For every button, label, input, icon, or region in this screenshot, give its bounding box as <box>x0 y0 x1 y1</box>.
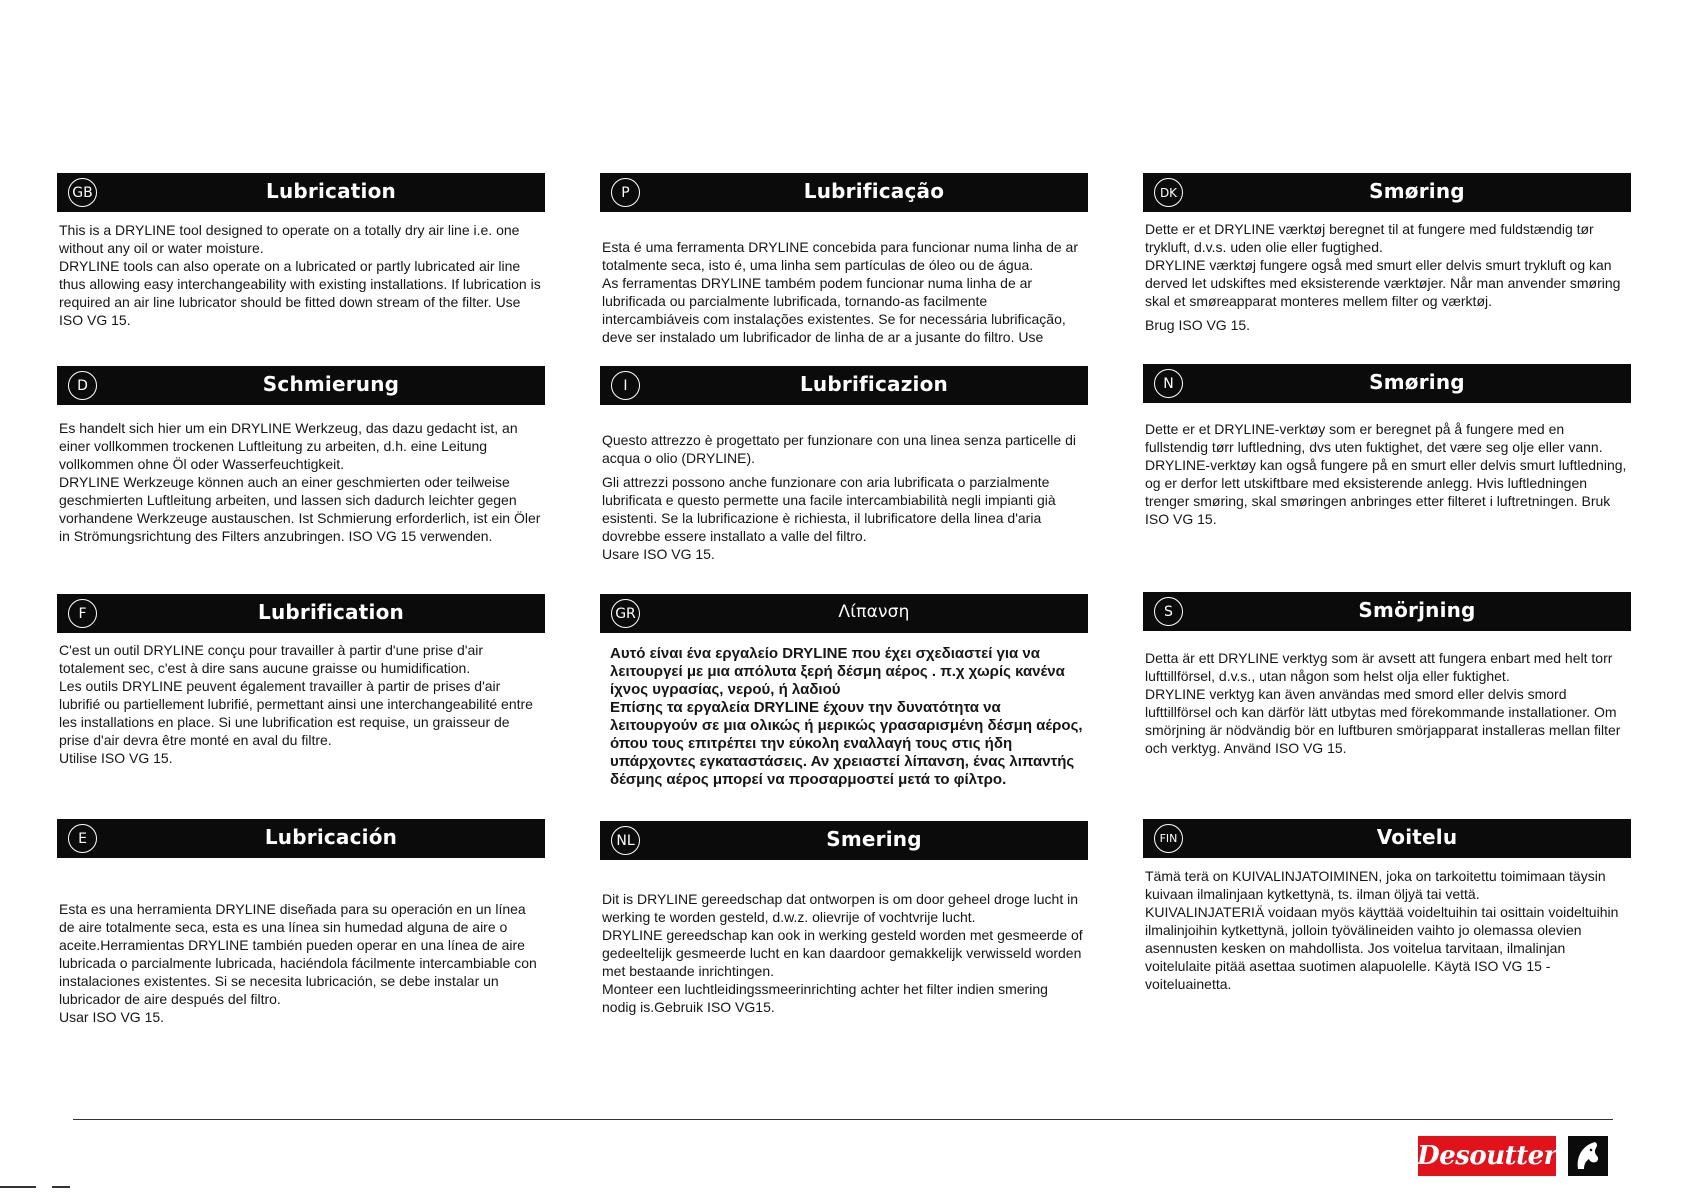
paragraph: As ferramentas DRYLINE também podem funcionar numa linha de ar lubrificada ou parcialmente lubrificada, tornando-as facilmente intercambiáveis com instalações existentes. Se for necessária lubrificação, deve ser instalado um lubrificador de linha de ar a jusante do filtro. Use <box>602 275 1066 345</box>
section-title: Smering <box>826 827 922 851</box>
section-title: Lubrificação <box>803 179 945 203</box>
section-body <box>1143 220 1631 334</box>
section-title: Lubrification <box>258 600 404 624</box>
language-badge: I <box>611 371 640 400</box>
section-gr <box>600 594 1088 789</box>
paragraph: DRYLINE Werkzeuge können auch an einer geschmierten oder teilweise geschmierten Luftleitung arbeiten, und lassen sich dadurch leichter gegen vorhandene Werkzeuge austauschen. Ist Schmierung erforderlich, ist ein Öler in Strömungsrichtung des Filters anzubringen. ISO VG 15 verwenden. <box>59 474 541 544</box>
section-n <box>1143 364 1631 528</box>
section-header <box>1143 173 1631 212</box>
paragraph: DRYLINE værktøj fungere også med smurt eller delvis smurt trykluft og kan derved let udskiftes med eksisterende værktøjer. Når man anvender smøring skal et smøreapparat monteres mellem filter og værktøj. <box>1145 257 1621 309</box>
section-title: Schmierung <box>262 372 400 396</box>
paragraph: Questo attrezzo è progettato per funzionare con una linea senza particelle di acqua o olio (DRYLINE). <box>602 432 1076 466</box>
section-header <box>1143 364 1631 403</box>
section-body <box>57 419 545 545</box>
section-body <box>600 238 1088 370</box>
section-title: Lubrificazion <box>799 372 948 396</box>
section-header <box>1143 819 1631 858</box>
paragraph: Tämä terä on KUIVALINJATOIMINEN, joka on tarkoitettu toimimaan täysin kuivaan ilmalinjaan kytkettynä, ts. ilman öljyä tai vettä. <box>1145 868 1606 902</box>
language-badge: NL <box>611 826 640 855</box>
paragraph: Monteer een luchtleidingssmeerinrichting achter het filter indien smering nodig is.Gebruik ISO VG15. <box>602 981 1048 1015</box>
paragraph: Usare ISO VG 15. <box>602 546 715 562</box>
section-body <box>600 645 1088 789</box>
paragraph: Utilise ISO VG 15. <box>59 750 173 766</box>
paragraph: Brug ISO VG 15. <box>1145 317 1251 333</box>
section-s <box>1143 592 1631 757</box>
language-badge: E <box>68 824 97 853</box>
paragraph: Επίσης τα εργαλεία DRYLINE έχουν την δυνατότητα να λειτουργούν σε μια ολικώς ή μερικώς γρασαρισμένη δέσμη αέρος, όπου τους επιτρέπει την εύκολη εναλλαγή τους στις ήδη υπάρχοντες εγκαταστάσεις. Αν χρειαστεί λίπανση, ένας λιπαντής δέσμης αέρος μπορεί να προσαρμοστεί μετά το φίλτρο. <box>610 699 1083 788</box>
language-badge: D <box>68 371 97 400</box>
paragraph: Αυτό είναι ένα εργαλείο DRYLINE που έχει σχεδιαστεί για να λειτουργεί με μια απόλυτα ξερή δέσμη αέρος . π.χ χωρίς κανένα ίχνος υγρασίας, νερού, ή λαδιού <box>610 645 1065 698</box>
section-title: Smøring <box>1369 370 1465 394</box>
paragraph: Usar ISO VG 15. <box>59 1009 165 1025</box>
section-header <box>57 594 545 633</box>
section-body <box>600 431 1088 563</box>
footer-rule <box>73 1119 1613 1120</box>
paragraph: Dit is DRYLINE gereedschap dat ontworpen is om door geheel droge lucht in werking te worden gesteld, d.w.z. olievrije of vochtvrije lucht. <box>602 891 1079 925</box>
section-body <box>1143 649 1631 757</box>
language-badge: GR <box>611 599 640 628</box>
section-title: Lubricación <box>264 825 398 849</box>
section-header <box>600 821 1088 860</box>
paragraph: C'est un outil DRYLINE conçu pour travailler à partir d'une prise d'air totalement sec, c'est à dire sans aucune graisse ou humidification. <box>59 642 484 676</box>
section-e <box>57 819 545 1026</box>
paragraph: Les outils DRYLINE peuvent également travailler à partir de prises d'air lubrifié ou partiellement lubrifié, permettant ainsi une interchangeabilité entre les installations en place. Si une lubrification est requise, un graisseur de prise d'air devra être monté en aval du filtre. <box>59 678 533 748</box>
section-header <box>600 366 1088 405</box>
section-fin <box>1143 819 1631 993</box>
section-title: Voitelu <box>1376 825 1458 849</box>
paragraph: Dette er et DRYLINE værktøj beregnet til at fungere med fuldstændig tør trykluft, d.v.s. uden olie eller fugtighed. <box>1145 221 1594 255</box>
language-badge: F <box>68 599 97 628</box>
language-badge: GB <box>68 178 97 207</box>
paragraph: Gli attrezzi possono anche funzionare con aria lubrificata o parzialmente lubrificata e questo permette una facile intercambiabilità negli impianti già esistenti. Se la lubrificazione è richiesta, il lubrificatore della linea d'aria dovrebbe essere installato a valle del filtro. <box>602 474 1056 544</box>
horse-head-icon <box>1568 1136 1608 1176</box>
paragraph: This is a DRYLINE tool designed to operate on a totally dry air line i.e. one without any oil or water moisture. <box>59 222 520 256</box>
paragraph: Esta es una herramienta DRYLINE diseñada para su operación en un línea de aire totalmente seca, esta es una línea sin humedad alguna de aire o aceite.Herramientas DRYLINE también pueden operar en una línea de aire lubricada o parcialmente lubricada, haciéndola fácilmente intercambiable con instalaciones existentes. Si se necesita lubricación, se debe instalar un lubricador de aire después del filtro. <box>59 901 537 1007</box>
section-p <box>600 173 1088 370</box>
section-f <box>57 594 545 767</box>
brand-logo: Desoutter <box>1418 1136 1556 1176</box>
section-body <box>600 890 1088 1016</box>
paragraph: DRYLINE verktyg kan även användas med smord eller delvis smord lufttillförsel och kan därför lätt utbytas med förekommande installationer. Om smörjning är nödvändig bör en luftburen smörjapparat installeras mellan filter och verktyg. Använd ISO VG 15. <box>1145 686 1621 756</box>
language-badge: DK <box>1154 178 1183 207</box>
section-title: Smörjning <box>1358 598 1476 622</box>
section-header <box>1143 592 1631 631</box>
paragraph: KUIVALINJATERIÄ voidaan myös käyttää voideltuihin tai osittain voideltuihin ilmalinjoihin kytkettynä, jolloin työvälineiden vaihto jo olemassa olevien asennusten kesken on mahdollista. Jos voitelua tarvitaan, ilmalinjan voitelulaite pitää asettaa suotimen alapuolelle. Käytä ISO VG 15 -voiteluainetta. <box>1145 904 1619 992</box>
section-nl <box>600 821 1088 1016</box>
section-header <box>57 819 545 858</box>
paragraph: Esta é uma ferramenta DRYLINE concebida para funcionar numa linha de ar totalmente seca, isto é, uma linha sem partículas de óleo ou de água. <box>602 239 1079 273</box>
print-marks <box>0 1186 160 1192</box>
section-gb <box>57 173 545 329</box>
section-body <box>57 641 545 767</box>
section-header <box>57 173 545 212</box>
paragraph: Detta är ett DRYLINE verktyg som är avsett att fungera enbart med helt torr lufttillförsel, d.v.s., utan någon som helst olja eller fuktighet. <box>1145 650 1613 684</box>
section-body <box>1143 420 1631 528</box>
section-header <box>600 594 1088 633</box>
language-badge: N <box>1154 369 1183 398</box>
paragraph: DRYLINE gereedschap kan ook in werking gesteld worden met gesmeerde of gedeeltelijk gesmeerde lucht en kan daardoor gemakkelijk verwisseld worden met bestaande inrichtingen. <box>602 927 1083 979</box>
section-d <box>57 366 545 545</box>
section-header <box>600 173 1088 212</box>
section-dk <box>1143 173 1631 334</box>
paragraph: DRYLINE-verktøy kan også fungere på en smurt eller delvis smurt luftledning, og er derfor lett utskiftbare med eksisterende anlegg. Hvis luftledningen trenger smøring, skal smøringen anbringes etter filteret i luftretningen. Bruk ISO VG 15. <box>1145 457 1627 527</box>
paragraph: Es handelt sich hier um ein DRYLINE Werkzeug, das dazu gedacht ist, an einer vollkommen trockenen Luftleitung zu arbeiten, d.h. eine Leitung vollkommen ohne Öl oder Wasserfeuchtigkeit. <box>59 420 518 472</box>
section-body <box>57 221 545 329</box>
section-title: Λίπανση <box>838 602 910 622</box>
section-title: Lubrication <box>266 179 396 203</box>
language-badge: P <box>611 178 640 207</box>
section-body <box>1143 867 1631 993</box>
language-badge: FIN <box>1154 824 1183 853</box>
section-i <box>600 366 1088 563</box>
paragraph: Dette er et DRYLINE-verktøy som er beregnet på å fungere med en fullstendig tørr luftledning, dvs uten fuktighet, det være seg olje eller vann. <box>1145 421 1603 455</box>
section-header <box>57 366 545 405</box>
language-badge: S <box>1154 597 1183 626</box>
paragraph: DRYLINE tools can also operate on a lubricated or partly lubricated air line thus allowing easy interchangeability with existing installations. If lubrication is required an air line lubricator should be fitted down stream of the filter. Use ISO VG 15. <box>59 258 541 328</box>
section-title: Smøring <box>1369 179 1465 203</box>
section-body <box>57 900 545 1026</box>
